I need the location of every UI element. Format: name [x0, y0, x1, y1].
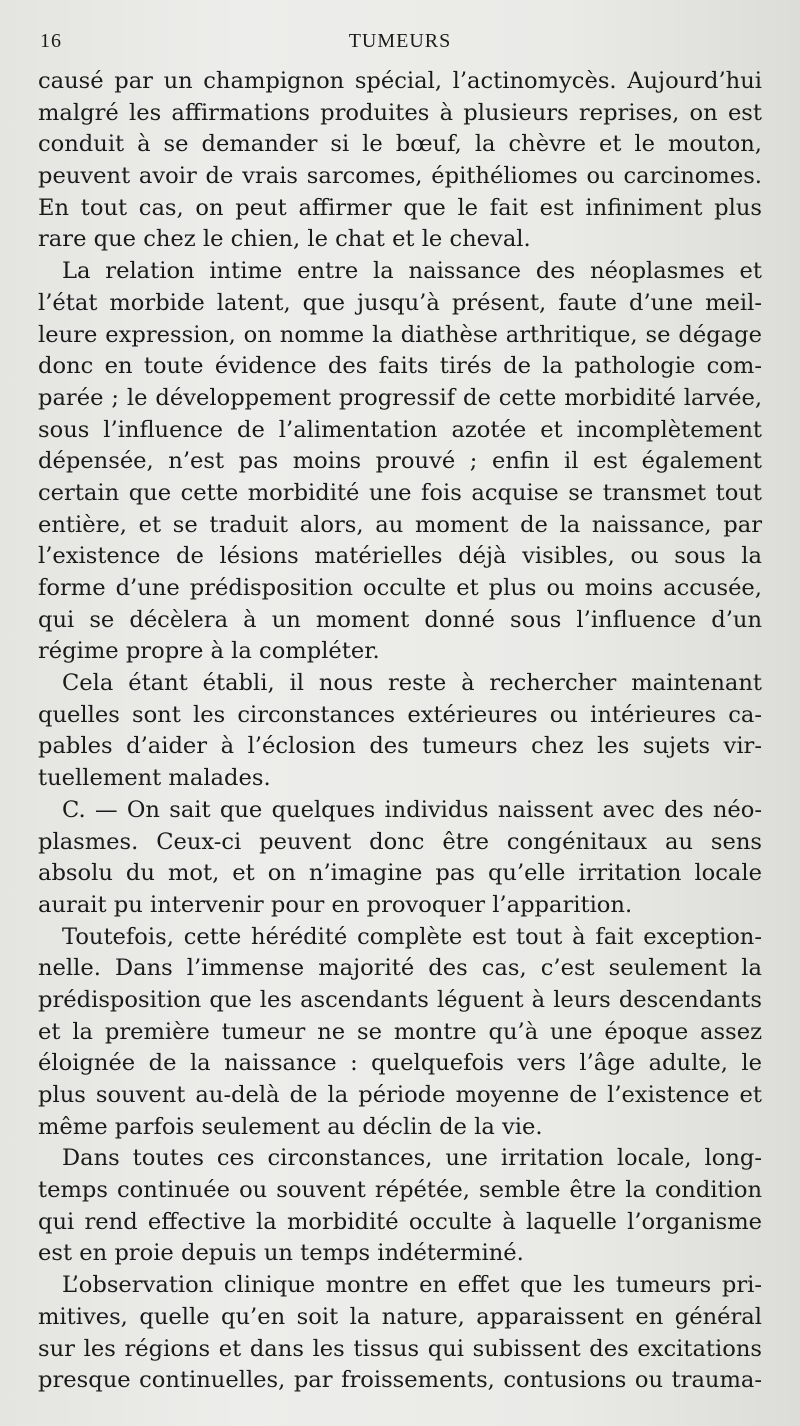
text-line: plus souvent au-delà de la période moyenne de l’existence et — [38, 1082, 762, 1108]
text-line: qui se décèlera à un moment donné sous l’influence d’un — [38, 606, 762, 633]
page-number: 16 — [40, 30, 62, 52]
text-line: éloignée de la naissance : quelquefois vers l’âge adulte, le — [38, 1050, 762, 1077]
text-line: nelle. Dans l’immense majorité des cas, c’est seulement la — [38, 955, 762, 982]
text-line: pables d’aider à l’éclosion des tumeurs chez les sujets vir- — [38, 733, 762, 760]
text-line: mitives, quelle qu’en soit la nature, apparaissent en général — [38, 1303, 762, 1330]
running-title: TUMEURS — [348, 30, 452, 52]
text-line: rare que chez le chien, le chat et le cheval. — [38, 226, 531, 253]
text-line: leure expression, on nomme la diathèse arthritique, se dégage — [38, 321, 762, 348]
text-line: qui rend effective la morbidité occulte à laquelle l’organisme — [38, 1208, 762, 1235]
text-line: conduit à se demander si le bœuf, la chèvre et le mouton, — [38, 131, 762, 158]
text-line: et la première tumeur ne se montre qu’à une époque assez — [38, 1018, 762, 1045]
text-line: sous l’influence de l’alimentation azotée et incomplètement — [38, 416, 762, 443]
text-line: quelles sont les circonstances extérieures ou intérieures ca- — [38, 701, 762, 728]
text-line: parée ; le développement progressif de cette morbidité larvée, — [38, 384, 762, 411]
text-line: peuvent avoir de vrais sarcomes, épithéliomes ou carcinomes. — [38, 163, 762, 190]
text-line: entière, et se traduit alors, au moment de la naissance, par — [38, 511, 762, 538]
text-line: causé par un champignon spécial, l’actinomycès. Aujourd’hui — [38, 68, 762, 94]
text-line: dépensée, n’est pas moins prouvé ; enfin il est également — [38, 448, 762, 475]
text-line: malgré les affirmations produites à plusieurs reprises, on est — [38, 99, 762, 126]
text-line: est en proie depuis un temps indéterminé. — [38, 1240, 524, 1267]
text-line: l’état morbide latent, que jusqu’à présent, faute d’une meil- — [38, 289, 762, 316]
text-line: tuellement malades. — [38, 765, 271, 792]
text-line: presque continuelles, par froissements, contusions ou trauma- — [38, 1367, 762, 1394]
text-line: même parfois seulement au déclin de la vie. — [38, 1113, 543, 1140]
text-line: forme d’une prédisposition occulte et plus ou moins accusée, — [38, 575, 762, 601]
text-line: certain que cette morbidité une fois acquise se transmet tout — [38, 479, 762, 506]
text-line: Cela étant établi, il nous reste à rechercher maintenant — [62, 670, 762, 697]
text-line: C. — On sait que quelques individus naissent avec des néo- — [62, 796, 762, 823]
text-line: Dans toutes ces circonstances, une irritation locale, long- — [62, 1145, 762, 1172]
text-line: absolu du mot, et on n’imagine pas qu’elle irritation locale — [38, 860, 762, 887]
text-line: prédisposition que les ascendants léguent à leurs descendants — [38, 986, 762, 1013]
page-header — [40, 30, 760, 60]
text-line: régime propre à la compléter. — [38, 638, 380, 665]
text-line: donc en toute évidence des faits tirés de la pathologie com- — [38, 353, 762, 380]
text-line: aurait pu intervenir pour en provoquer l’apparition. — [38, 891, 633, 918]
text-line: L’observation clinique montre en effet que les tumeurs pri- — [62, 1272, 762, 1299]
text-line: l’existence de lésions matérielles déjà visibles, ou sous la — [38, 543, 762, 570]
text-line: En tout cas, on peut affirmer que le fait est infiniment plus — [38, 194, 762, 221]
text-line: temps continuée ou souvent répétée, semble être la condition — [38, 1177, 762, 1204]
text-line: La relation intime entre la naissance des néoplasmes et — [62, 258, 762, 285]
text-line: plasmes. Ceux-ci peuvent donc être congénitaux au sens — [38, 828, 762, 855]
body-text — [38, 66, 762, 1397]
text-line: Toutefois, cette hérédité complète est tout à fait exception- — [62, 923, 762, 950]
text-line: sur les régions et dans les tissus qui subissent des excitations — [38, 1335, 762, 1362]
